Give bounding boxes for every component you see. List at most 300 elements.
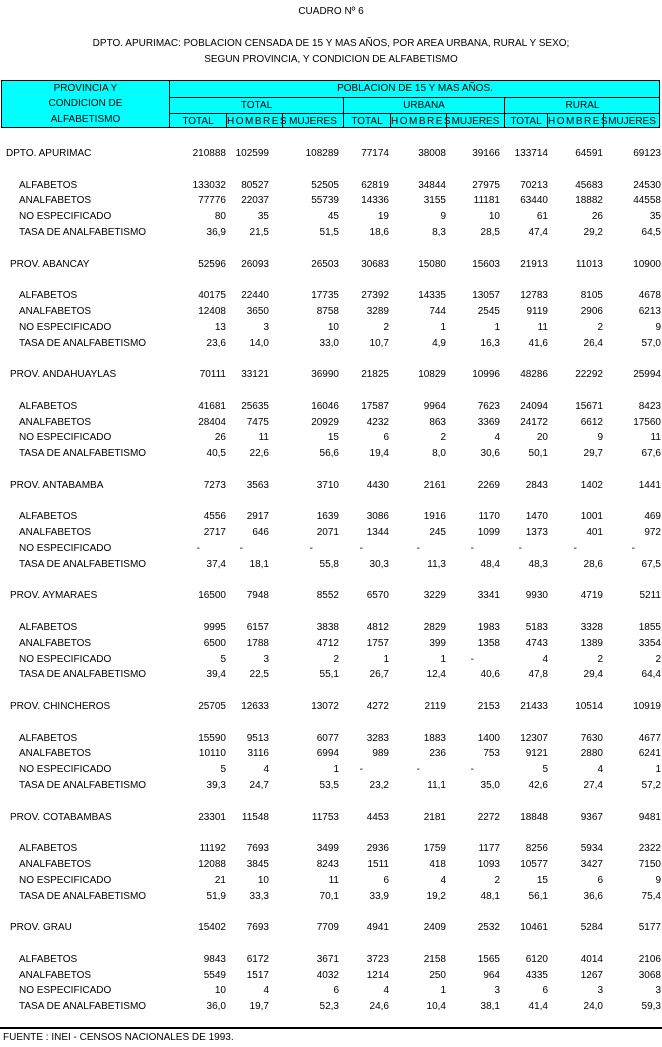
cell-value: 4,9 xyxy=(432,337,446,349)
cell-value: 38,1 xyxy=(480,1001,500,1013)
cell-value: 19,4 xyxy=(369,448,389,460)
cell-value: 22,5 xyxy=(249,669,269,681)
cell-value: 4453 xyxy=(366,811,389,823)
cell-value: 37,4 xyxy=(206,558,226,570)
cell-value: 40,6 xyxy=(480,669,500,681)
cell-value: 19 xyxy=(377,211,389,223)
cell-value: 3845 xyxy=(246,859,269,870)
cell-value: 10,4 xyxy=(426,1001,446,1013)
row-label: ANALFABETOS xyxy=(19,969,92,981)
area-header-total: TOTAL xyxy=(169,97,343,113)
cell-value: 1470 xyxy=(525,511,548,523)
row-label: PROV. ANTABAMBA xyxy=(10,479,104,491)
table-row xyxy=(0,620,662,635)
cell-value: 10 xyxy=(257,874,269,886)
row-label: PROV. ANDAHUAYLAS xyxy=(10,369,117,381)
cell-value: 33,0 xyxy=(319,337,339,349)
cell-value: 24,0 xyxy=(583,1001,603,1013)
cell-value: 9930 xyxy=(525,590,548,602)
cell-value: 59,3 xyxy=(641,1001,661,1013)
cell-value: 22,6 xyxy=(249,448,269,460)
cell-value: 3354 xyxy=(638,637,661,649)
cell-value: 16500 xyxy=(198,590,226,602)
cell-value: 469 xyxy=(644,511,661,523)
cell-value: 2545 xyxy=(477,306,500,317)
table-row xyxy=(0,652,662,667)
cell-value: 42,6 xyxy=(528,780,548,791)
table-row xyxy=(0,983,662,998)
cell-value: 67,5 xyxy=(641,558,661,570)
cell-value: 70213 xyxy=(520,179,548,191)
cell-value: 41,4 xyxy=(528,1001,548,1013)
cell-value: 7630 xyxy=(580,732,603,744)
cell-value: - xyxy=(470,543,474,554)
cell-value: 8105 xyxy=(580,290,603,302)
row-label: TASA DE ANALFABETISMO xyxy=(19,448,147,460)
cell-value: 4430 xyxy=(366,479,389,491)
cell-value: 11,3 xyxy=(427,558,446,570)
cell-value: 6570 xyxy=(366,590,389,602)
row-label: NO ESPECIFICADO xyxy=(19,211,112,223)
cell-value: 64591 xyxy=(575,148,603,159)
cell-value: 40,5 xyxy=(206,448,226,460)
cell-value: 4 xyxy=(383,985,389,997)
cell-value: 77174 xyxy=(361,148,389,159)
cell-value: - xyxy=(631,543,635,554)
cell-value: 28404 xyxy=(198,416,226,428)
cell-value: 2 xyxy=(333,653,339,665)
row-label: ALFABETOS xyxy=(19,400,78,412)
cell-value: 7475 xyxy=(246,416,269,428)
cell-value: 9843 xyxy=(203,953,226,965)
cell-value: 1093 xyxy=(477,859,500,870)
cell-value: 40175 xyxy=(198,290,226,302)
row-label: ANALFABETOS xyxy=(19,306,92,317)
cell-value: 6077 xyxy=(316,732,339,744)
cell-value: 61 xyxy=(536,211,548,223)
cell-value: 1 xyxy=(383,653,389,665)
cell-value: 2 xyxy=(597,321,603,333)
cell-value: 23,2 xyxy=(369,780,389,791)
cell-value: 6994 xyxy=(316,748,339,760)
cell-value: 3116 xyxy=(247,748,269,760)
cell-value: 39,4 xyxy=(206,669,226,681)
cell-value: 4 xyxy=(440,874,446,886)
cell-value: 5 xyxy=(220,653,226,665)
cell-value: 19,2 xyxy=(426,890,446,902)
cell-value: 7693 xyxy=(246,843,269,855)
cell-value: 8,3 xyxy=(432,227,446,238)
cell-value: 35 xyxy=(257,211,269,223)
bottom-rule xyxy=(0,1027,662,1029)
cell-value: 1759 xyxy=(423,843,446,855)
cell-value: 4 xyxy=(263,764,269,776)
cell-value: 6 xyxy=(542,985,548,997)
cell-value: 1983 xyxy=(477,622,500,633)
cell-value: 1170 xyxy=(478,511,500,523)
cell-value: 1 xyxy=(440,985,446,997)
cell-value: 30,6 xyxy=(480,448,500,460)
cell-value: 3 xyxy=(655,985,661,997)
cell-value: 1267 xyxy=(580,969,603,981)
cell-value: 6120 xyxy=(525,953,548,965)
cell-value: 1099 xyxy=(477,527,500,539)
cell-value: 5 xyxy=(542,764,548,776)
column-header-total: TOTAL xyxy=(504,113,547,128)
cell-value: 1855 xyxy=(638,622,661,633)
cell-value: 8243 xyxy=(316,859,339,870)
cell-value: 35 xyxy=(649,211,661,223)
cell-value: 15 xyxy=(536,874,548,886)
cell-value: 3369 xyxy=(477,416,500,428)
cell-value: 50,1 xyxy=(528,448,548,460)
stub-header-line: PROVINCIA Y xyxy=(53,83,118,94)
cell-value: 9995 xyxy=(203,622,226,633)
cell-value: 11 xyxy=(650,432,661,444)
cell-value: 14,0 xyxy=(249,337,269,349)
row-label: PROV. CHINCHEROS xyxy=(10,701,111,712)
cell-value: - xyxy=(359,543,363,554)
cell-value: 1788 xyxy=(246,637,269,649)
cell-value: 6 xyxy=(383,874,389,886)
cell-value: 39166 xyxy=(472,148,500,159)
column-header-mujeres: MUJERES xyxy=(603,113,660,128)
cell-value: 36,9 xyxy=(206,227,226,238)
cell-value: 41681 xyxy=(198,400,226,412)
cell-value: 17560 xyxy=(633,416,661,428)
cell-value: 21433 xyxy=(520,701,548,712)
cell-value: 3 xyxy=(597,985,603,997)
cell-value: 3 xyxy=(263,653,269,665)
row-label: TASA DE ANALFABETISMO xyxy=(19,337,147,349)
cell-value: 26093 xyxy=(241,258,269,270)
cell-value: 12307 xyxy=(520,732,548,744)
cell-value: 26 xyxy=(591,211,603,223)
cell-value: 108289 xyxy=(305,148,339,159)
column-header-hombres: HOMBRES xyxy=(226,113,282,128)
cell-value: 2153 xyxy=(477,701,500,712)
cell-value: 10 xyxy=(327,321,339,333)
cell-value: 4 xyxy=(494,432,500,444)
cell-value: 11 xyxy=(537,321,548,333)
cell-value: 33,3 xyxy=(249,890,269,902)
row-label: ALFABETOS xyxy=(19,179,78,191)
cell-value: 7150 xyxy=(638,859,661,870)
row-label: PROV. COTABAMBAS xyxy=(10,811,112,823)
cell-value: 210888 xyxy=(192,148,226,159)
cell-value: 2917 xyxy=(246,511,269,523)
cell-value: 15 xyxy=(327,432,339,444)
cell-value: 6 xyxy=(383,432,389,444)
cell-value: 57,2 xyxy=(641,780,661,791)
cell-value: 21825 xyxy=(361,369,389,381)
cell-value: 24172 xyxy=(520,416,548,428)
cell-value: 3 xyxy=(263,321,269,333)
cell-value: 4232 xyxy=(366,416,389,428)
cell-value: 5934 xyxy=(580,843,603,855)
cell-value: 17735 xyxy=(311,290,339,302)
cell-value: 28,5 xyxy=(480,227,500,238)
section-row xyxy=(0,810,662,825)
cell-value: 6213 xyxy=(638,306,661,317)
table-row xyxy=(0,889,662,904)
cell-value: 24094 xyxy=(520,400,548,412)
cell-value: 11181 xyxy=(473,195,500,207)
cell-value: 3341 xyxy=(477,590,500,602)
cell-value: 24,6 xyxy=(369,1001,389,1013)
cell-value: 23,6 xyxy=(206,337,226,349)
cell-value: 133032 xyxy=(192,179,226,191)
cell-value: 57,0 xyxy=(641,337,661,349)
cell-value: 20929 xyxy=(311,416,339,428)
table-row xyxy=(0,731,662,746)
cell-value: 22292 xyxy=(575,369,603,381)
row-label: ANALFABETOS xyxy=(19,416,92,428)
cell-value: 3283 xyxy=(366,732,389,744)
cell-value: 33121 xyxy=(241,369,269,381)
cell-value: 18882 xyxy=(575,195,603,207)
cell-value: 401 xyxy=(586,527,603,539)
cell-value: 11 xyxy=(258,432,269,444)
cell-value: 13057 xyxy=(472,290,500,302)
cell-value: 4014 xyxy=(580,953,603,965)
table-row xyxy=(0,320,662,335)
cell-value: 2532 xyxy=(477,922,500,934)
cell-value: 48,4 xyxy=(480,558,500,570)
cell-value: - xyxy=(573,543,577,554)
cell-value: 2106 xyxy=(638,953,661,965)
cell-value: 1639 xyxy=(316,511,339,523)
row-label: ALFABETOS xyxy=(19,511,78,523)
table-row xyxy=(0,336,662,351)
table-row xyxy=(0,288,662,303)
cell-value: 69123 xyxy=(633,148,661,159)
cell-value: 36990 xyxy=(311,369,339,381)
table-row xyxy=(0,999,662,1014)
cell-value: - xyxy=(239,543,243,554)
cell-value: - xyxy=(196,543,200,554)
row-label: TASA DE ANALFABETISMO xyxy=(19,558,147,570)
cell-value: 3 xyxy=(494,985,500,997)
row-label: NO ESPECIFICADO xyxy=(19,432,112,444)
cell-value: 21913 xyxy=(520,258,548,270)
cell-value: 2119 xyxy=(424,701,446,712)
cell-value: 9481 xyxy=(638,811,661,823)
cell-value: 36,0 xyxy=(206,1001,226,1013)
cell-value: 5549 xyxy=(203,969,226,981)
cell-value: 9 xyxy=(597,432,603,444)
cell-value: 18,1 xyxy=(249,558,269,570)
cell-value: 4677 xyxy=(638,732,661,744)
cell-value: 6 xyxy=(597,874,603,886)
cell-value: 35,0 xyxy=(480,780,500,791)
cell-value: 4812 xyxy=(366,622,389,633)
row-label: PROV. ABANCAY xyxy=(10,258,90,270)
cell-value: 4719 xyxy=(580,590,603,602)
cell-value: 1 xyxy=(494,321,500,333)
row-label: TASA DE ANALFABETISMO xyxy=(19,227,147,238)
cell-value: 25994 xyxy=(633,369,661,381)
cell-value: 7273 xyxy=(203,479,226,491)
cell-value: 29,2 xyxy=(583,227,603,238)
cell-value: - xyxy=(416,764,420,776)
cell-value: 4 xyxy=(263,985,269,997)
cell-value: 2843 xyxy=(525,479,548,491)
cell-value: 29,7 xyxy=(583,448,603,460)
cell-value: 7948 xyxy=(246,590,269,602)
cell-value: 5 xyxy=(220,764,226,776)
row-label: PROV. GRAU xyxy=(10,922,72,934)
cell-value: 26,4 xyxy=(583,337,603,349)
cell-value: 26 xyxy=(214,432,226,444)
table-row xyxy=(0,841,662,856)
cell-value: 22037 xyxy=(241,195,269,207)
cell-value: 36,6 xyxy=(583,890,603,902)
cell-value: 8552 xyxy=(316,590,339,602)
table-row xyxy=(0,509,662,524)
cell-value: 6157 xyxy=(246,622,269,633)
cell-value: 15080 xyxy=(418,258,446,270)
cell-value: 133714 xyxy=(514,148,548,159)
cell-value: - xyxy=(470,764,474,776)
row-label: ANALFABETOS xyxy=(19,527,92,539)
cell-value: - xyxy=(416,543,420,554)
cell-value: 2181 xyxy=(423,811,446,823)
row-label: NO ESPECIFICADO xyxy=(19,874,112,886)
cell-value: 52505 xyxy=(311,179,339,191)
row-label: ALFABETOS xyxy=(19,622,78,633)
row-label: ANALFABETOS xyxy=(19,748,92,760)
row-label: TASA DE ANALFABETISMO xyxy=(19,890,147,902)
row-label: ALFABETOS xyxy=(19,290,78,302)
cell-value: 2 xyxy=(494,874,500,886)
stub-header-line: ALFABETISMO xyxy=(50,114,121,125)
cell-value: 3838 xyxy=(316,622,339,633)
row-label: TASA DE ANALFABETISMO xyxy=(19,669,147,681)
table-row xyxy=(0,857,662,872)
cell-value: 15603 xyxy=(472,258,500,270)
cell-value: 2161 xyxy=(423,479,446,491)
cell-value: 1441 xyxy=(638,479,661,491)
cell-value: 2936 xyxy=(366,843,389,855)
table-row xyxy=(0,762,662,777)
cell-value: 4335 xyxy=(525,969,548,981)
cell-value: 22440 xyxy=(241,290,269,302)
table-row xyxy=(0,968,662,983)
section-row xyxy=(0,257,662,272)
cell-value: 7693 xyxy=(246,922,269,934)
column-header-total: TOTAL xyxy=(169,113,226,128)
cell-value: 53,5 xyxy=(319,780,339,791)
row-label: TASA DE ANALFABETISMO xyxy=(19,780,147,791)
cell-value: 1177 xyxy=(478,843,500,855)
cell-value: 10900 xyxy=(633,258,661,270)
cell-value: 56,1 xyxy=(528,890,548,902)
cell-value: 3710 xyxy=(316,479,339,491)
cell-value: 5183 xyxy=(525,622,548,633)
cell-value: 11192 xyxy=(199,843,226,855)
cell-value: 13 xyxy=(214,321,226,333)
cell-value: 3289 xyxy=(366,306,389,317)
cell-value: 21 xyxy=(214,874,226,886)
cell-value: 15402 xyxy=(198,922,226,934)
cell-value: 26503 xyxy=(311,258,339,270)
cell-value: 18848 xyxy=(520,811,548,823)
cell-value: 44558 xyxy=(633,195,661,207)
cell-value: 1 xyxy=(440,321,446,333)
row-label: NO ESPECIFICADO xyxy=(19,653,112,665)
row-label: ANALFABETOS xyxy=(19,195,92,207)
cell-value: 48286 xyxy=(520,369,548,381)
table-title-line2: SEGUN PROVINCIA, Y CONDICION DE ALFABETISMO xyxy=(204,54,458,65)
cell-value: 15590 xyxy=(198,732,226,744)
cell-value: 41,6 xyxy=(528,337,548,349)
cell-value: 5284 xyxy=(580,922,603,934)
cell-value: 1 xyxy=(333,764,339,776)
section-row xyxy=(0,367,662,382)
row-label: NO ESPECIFICADO xyxy=(19,321,112,333)
cell-value: 70,1 xyxy=(319,890,339,902)
column-header-hombres: HOMBRES xyxy=(390,113,446,128)
cell-value: 10461 xyxy=(520,922,548,934)
table-number: CUADRO Nº 6 xyxy=(298,6,364,17)
cell-value: 52,3 xyxy=(319,1001,339,1013)
cell-value: 1511 xyxy=(367,859,389,870)
column-header-hombres: HOMBRES xyxy=(547,113,603,128)
cell-value: 11753 xyxy=(311,811,339,823)
cell-value: 23301 xyxy=(198,811,226,823)
cell-value: 11 xyxy=(328,874,339,886)
cell-value: 33,9 xyxy=(369,890,389,902)
cell-value: 1 xyxy=(440,653,446,665)
cell-value: 3068 xyxy=(638,969,661,981)
cell-value: 3155 xyxy=(423,195,446,207)
cell-value: 10577 xyxy=(520,859,548,870)
cell-value: 75,4 xyxy=(641,890,661,902)
cell-value: 4272 xyxy=(366,701,389,712)
cell-value: 13072 xyxy=(311,701,339,712)
row-label: DPTO. APURIMAC xyxy=(6,148,92,159)
cell-value: 28,6 xyxy=(583,558,603,570)
cell-value: 2071 xyxy=(316,527,339,539)
cell-value: 1517 xyxy=(246,969,269,981)
cell-value: 27,4 xyxy=(583,780,603,791)
cell-value: 2 xyxy=(383,321,389,333)
column-header-mujeres: MUJERES xyxy=(446,113,504,128)
section-row xyxy=(0,699,662,714)
cell-value: 6500 xyxy=(203,637,226,649)
cell-value: 102599 xyxy=(235,148,269,159)
cell-value: - xyxy=(470,653,474,665)
cell-value: 16,3 xyxy=(480,337,500,349)
cell-value: 26,7 xyxy=(369,669,389,681)
section-row xyxy=(0,588,662,603)
cell-value: 6241 xyxy=(638,748,661,760)
cell-value: 24530 xyxy=(633,179,661,191)
cell-value: 2322 xyxy=(638,843,661,855)
cell-value: 12633 xyxy=(241,701,269,712)
cell-value: 12783 xyxy=(520,290,548,302)
section-row xyxy=(0,478,662,493)
cell-value: 1 xyxy=(655,764,661,776)
cell-value: 25635 xyxy=(241,400,269,412)
table-row xyxy=(0,446,662,461)
cell-value: 51,9 xyxy=(206,890,226,902)
cell-value: 80527 xyxy=(241,179,269,191)
cell-value: 7709 xyxy=(316,922,339,934)
cell-value: 12088 xyxy=(198,859,226,870)
cell-value: 19,7 xyxy=(249,1001,269,1013)
